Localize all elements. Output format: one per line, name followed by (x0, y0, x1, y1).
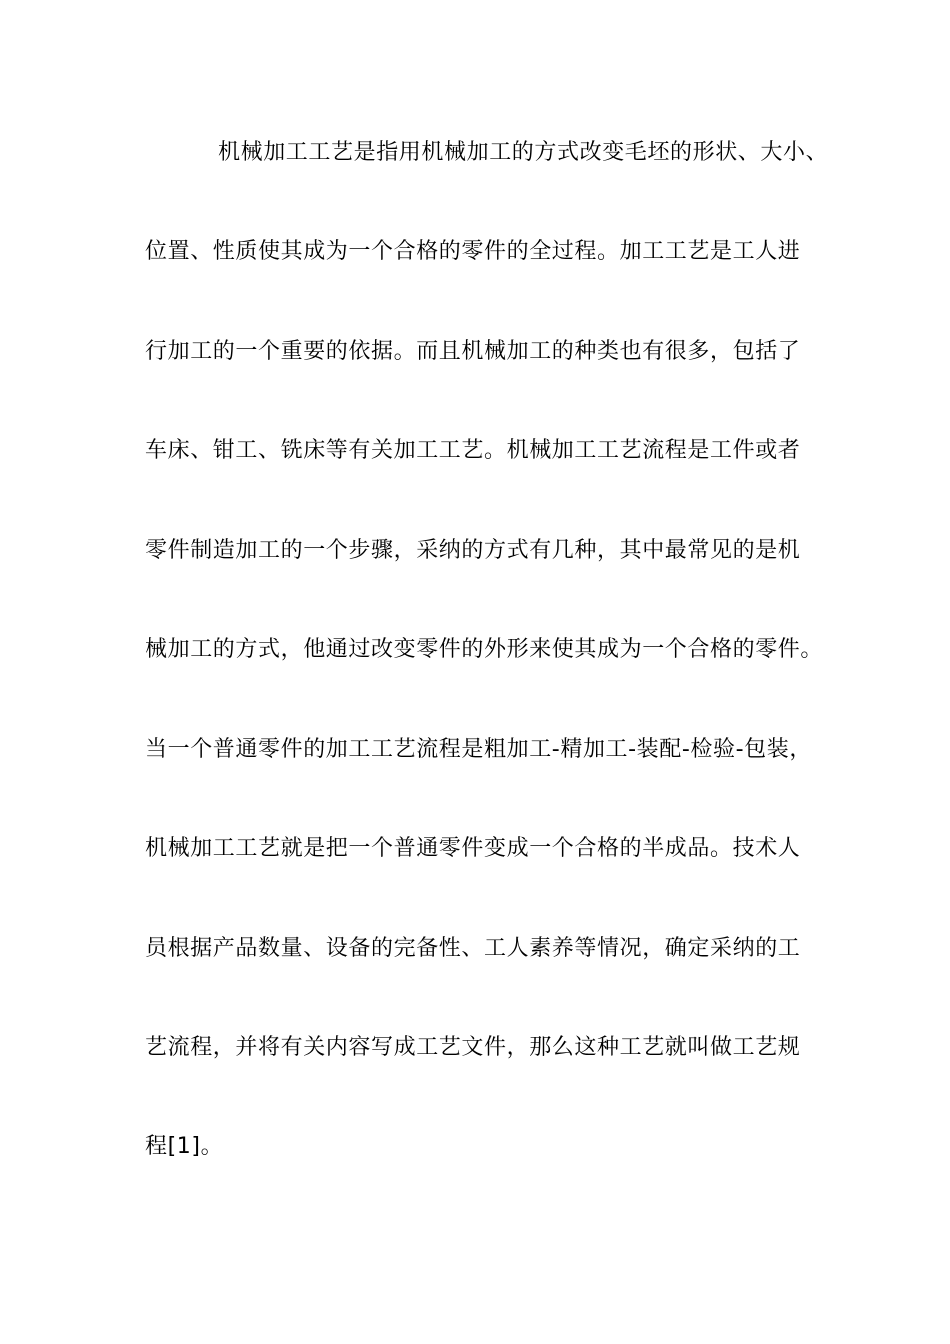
paragraph-line: 械加工的方式，他通过改变零件的外形来使其成为一个合格的零件。 (145, 637, 824, 662)
paragraph-line: 艺流程，并将有关内容写成工艺文件，那么这种工艺就叫做工艺规 (145, 1035, 801, 1060)
paragraph-line: 车床、钳工、铣床等有关加工工艺。机械加工工艺流程是工件或者 (145, 438, 801, 463)
paragraph-line: 位置、性质使其成为一个合格的零件的全过程。加工工艺是工人进 (145, 239, 801, 264)
paragraph-line: 员根据产品数量、设备的完备性、工人素养等情况，确定采纳的工 (145, 936, 801, 961)
paragraph-line: 机械加工工艺是指用机械加工的方式改变毛坯的形状、大小、 (218, 140, 829, 165)
paragraph-line: 程[1]。 (145, 1134, 224, 1159)
paragraph-line: 当一个普通零件的加工工艺流程是粗加工-精加工-装配-检验-包装， (145, 737, 812, 762)
paragraph-line: 机械加工工艺就是把一个普通零件变成一个合格的半成品。技术人 (145, 836, 801, 861)
paragraph-line: 行加工的一个重要的依据。而且机械加工的种类也有很多，包括了 (145, 339, 801, 364)
paragraph-line: 零件制造加工的一个步骤，采纳的方式有几种，其中最常见的是机 (145, 538, 801, 563)
